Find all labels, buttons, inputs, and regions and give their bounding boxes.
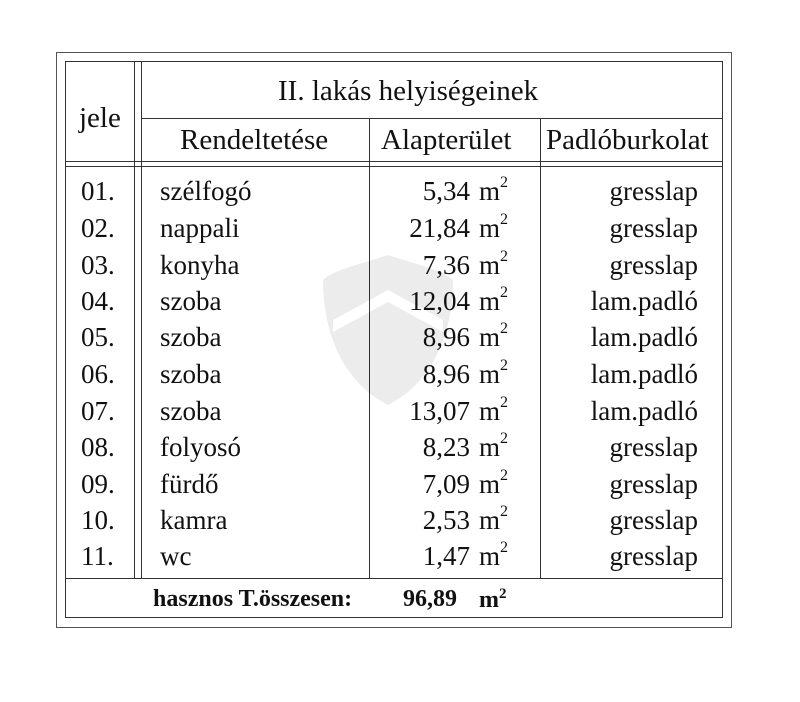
row-unit — [479, 394, 509, 426]
row-id: 09. — [81, 469, 115, 499]
row-room: szoba — [160, 286, 222, 316]
row-room: konyha — [160, 250, 240, 280]
row-area: 13,07 — [409, 396, 470, 426]
row-id: 03. — [81, 250, 115, 280]
row-room: fürdő — [160, 469, 219, 499]
unit-base: m — [479, 469, 501, 499]
unit-base: m — [479, 286, 501, 316]
area-column-header: Alapterület — [381, 124, 512, 156]
row-unit — [479, 430, 509, 462]
row-id: 01. — [81, 176, 115, 206]
total-label: hasznos T.összesen: — [153, 586, 353, 612]
room-column-header: Rendeltetése — [180, 124, 329, 156]
row-unit — [479, 503, 509, 535]
row-floor: gresslap — [609, 505, 698, 535]
row-area: 21,84 — [409, 213, 470, 243]
header-divider-b — [65, 166, 723, 167]
row-unit — [479, 320, 509, 352]
row-area: 7,36 — [422, 250, 470, 280]
unit-exponent: 2 — [500, 211, 509, 228]
total-divider — [65, 578, 723, 579]
row-area: 7,09 — [422, 469, 470, 499]
row-area: 2,53 — [422, 505, 470, 535]
row-id: 07. — [81, 396, 115, 426]
row-room: nappali — [160, 213, 240, 243]
row-id: 11. — [81, 541, 114, 571]
unit-exponent: 2 — [500, 394, 509, 411]
row-area: 8,96 — [422, 359, 470, 389]
row-id: 05. — [81, 322, 115, 352]
unit-base: m — [479, 432, 501, 462]
id-column-header: jele — [79, 102, 121, 134]
row-room: szoba — [160, 359, 222, 389]
unit-base: m — [479, 213, 501, 243]
unit-base: m — [479, 505, 501, 535]
unit-base: m — [479, 359, 501, 389]
row-room: szélfogó — [160, 176, 252, 206]
unit-base: m — [479, 541, 501, 571]
row-area: 8,23 — [422, 432, 470, 462]
row-id: 06. — [81, 359, 115, 389]
unit-exponent: 2 — [500, 357, 509, 374]
row-room: szoba — [160, 396, 222, 426]
row-unit — [479, 174, 509, 206]
row-floor: gresslap — [609, 541, 698, 571]
unit-exponent: 2 — [500, 503, 509, 520]
table-title: II. lakás helyiségeinek — [278, 75, 539, 107]
row-floor: gresslap — [609, 469, 698, 499]
header-divider-a — [65, 161, 723, 162]
row-unit — [479, 539, 509, 571]
floor-column-header: Padlóburkolat — [546, 124, 709, 156]
row-room: szoba — [160, 322, 222, 352]
row-room: wc — [160, 541, 192, 571]
unit-base: m — [479, 176, 501, 206]
row-area: 8,96 — [422, 322, 470, 352]
unit-exponent: 2 — [500, 284, 509, 301]
unit-exponent: 2 — [500, 248, 509, 265]
unit-base: m — [479, 322, 501, 352]
row-unit — [479, 211, 509, 243]
row-room: folyosó — [160, 432, 241, 462]
row-floor: lam.padló — [590, 322, 698, 352]
unit-base: m — [479, 587, 499, 613]
title-divider — [141, 118, 723, 119]
unit-exponent: 2 — [500, 174, 509, 191]
row-floor: lam.padló — [590, 396, 698, 426]
unit-exponent: 2 — [500, 430, 509, 447]
unit-exponent: 2 — [500, 467, 509, 484]
total-unit — [479, 587, 507, 612]
row-unit — [479, 357, 509, 389]
row-area: 12,04 — [409, 286, 470, 316]
row-id: 04. — [81, 286, 115, 316]
col-divider-id-a — [134, 61, 135, 578]
row-floor: gresslap — [609, 176, 698, 206]
unit-exponent: 2 — [500, 320, 509, 337]
unit-exponent: 2 — [500, 539, 509, 556]
row-unit — [479, 248, 509, 280]
total-value: 96,89 — [403, 586, 457, 612]
row-floor: gresslap — [609, 432, 698, 462]
row-floor: gresslap — [609, 213, 698, 243]
row-floor: lam.padló — [590, 286, 698, 316]
unit-base: m — [479, 396, 501, 426]
row-area: 1,47 — [422, 541, 470, 571]
row-floor: gresslap — [609, 250, 698, 280]
col-divider-id-b — [141, 61, 142, 578]
row-unit — [479, 467, 509, 499]
row-unit — [479, 284, 509, 316]
row-id: 10. — [81, 505, 115, 535]
row-room: kamra — [160, 505, 228, 535]
row-id: 08. — [81, 432, 115, 462]
row-id: 02. — [81, 213, 115, 243]
row-area: 5,34 — [422, 176, 470, 206]
unit-exponent: 2 — [499, 586, 507, 602]
unit-base: m — [479, 250, 501, 280]
row-floor: lam.padló — [590, 359, 698, 389]
